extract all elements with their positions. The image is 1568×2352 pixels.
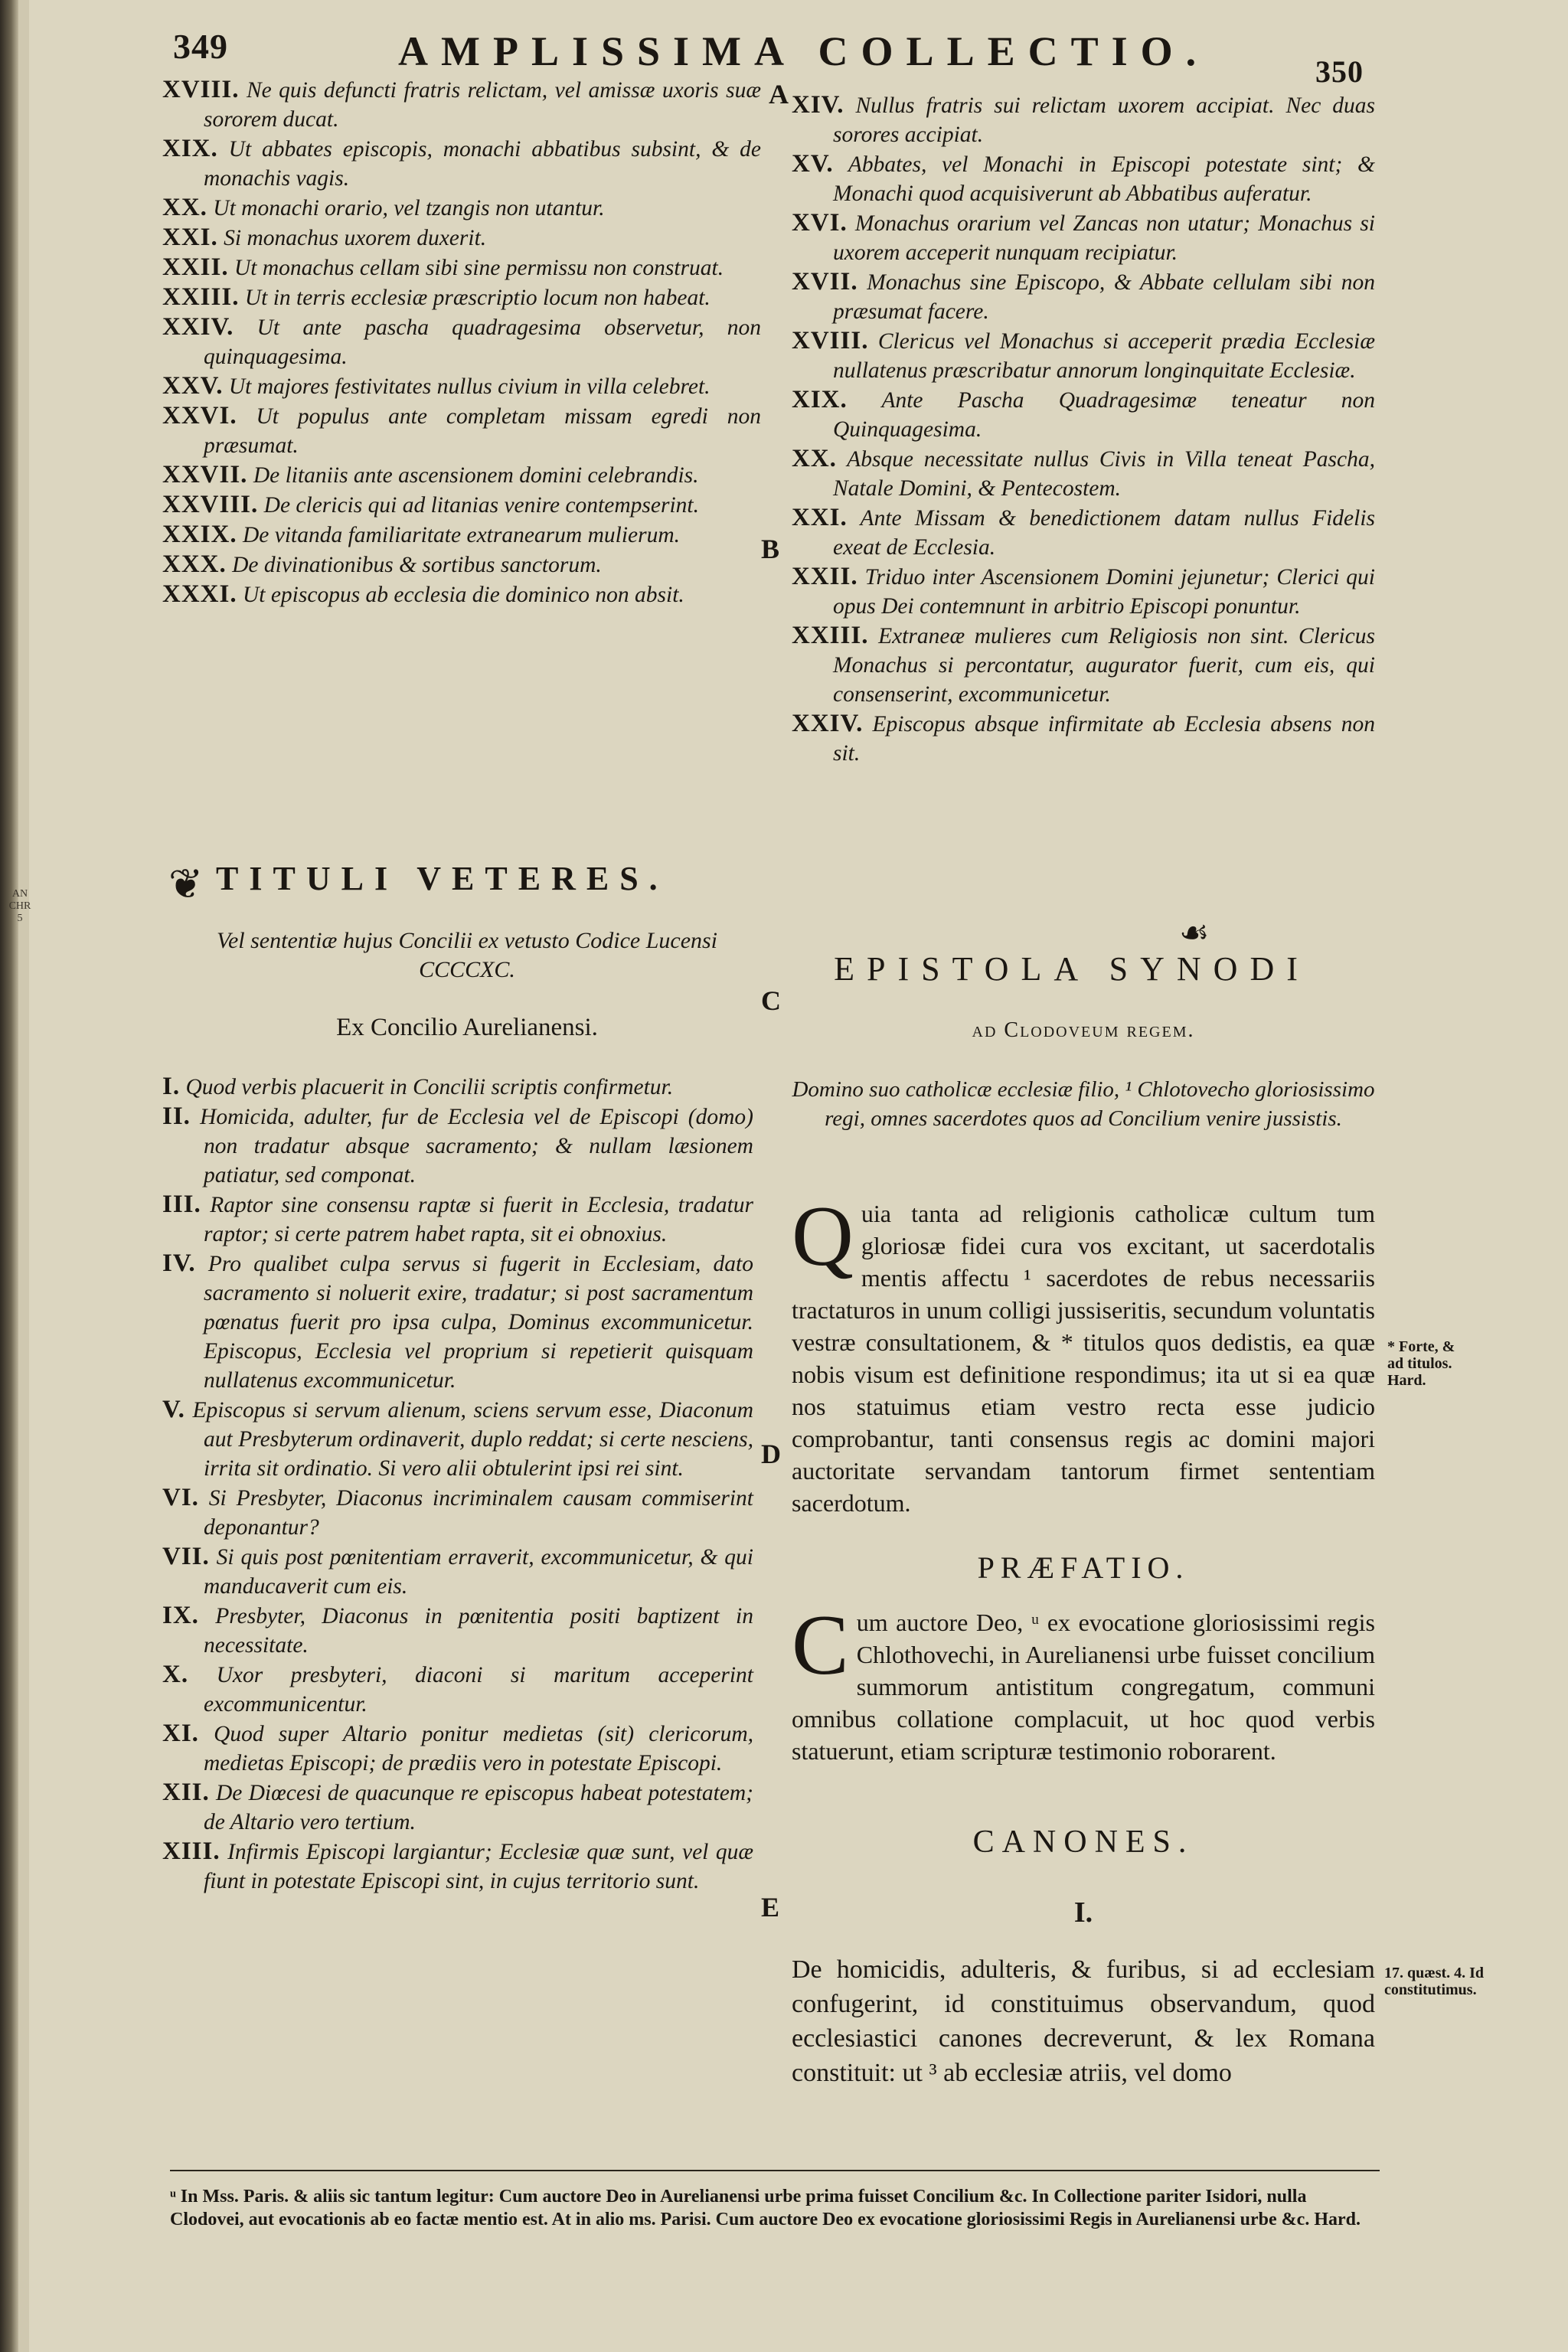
- letter-text: uia tanta ad religionis catholicæ cultum tum gloriosæ fidei cura vos excitant, ut sacerdotalis mentis affectu ¹ sacerdotes de rebus necessariis tractaturos in unum colligi jussiseritis, secundum voluntatis vestræ consultationem, & * titulos quos dedistis, ea quæ nobis visum est definitione respondimus; ita ut si ea quæ nos statuimus etiam vestro recta esse judicio comprobantur, tanti consensus regis ac domini majori auctoritate servandam tantorum firmet sententiam sacerdotum.: [792, 1200, 1375, 1517]
- list-item: [162, 1249, 753, 1395]
- list-item: [792, 208, 1375, 267]
- list-item: [162, 1072, 753, 1102]
- item-text: Ut majores festivitates nullus civium in villa celebret.: [228, 374, 710, 399]
- item-text: Raptor sine consensu raptæ si fuerit in Ecclesia, tradatur raptor; si certe patrem habet rapta, sit ei obnoxius.: [204, 1193, 754, 1246]
- item-number: XXVII.: [162, 461, 248, 488]
- item-text: Ut abbates episcopis, monachi abbatibus subsint, & de monachis vagis.: [204, 137, 762, 191]
- list-item: [162, 283, 761, 312]
- list-item: [162, 580, 761, 609]
- item-number: XXVIII.: [162, 491, 259, 518]
- item-text: Ante Pascha Quadragesimæ teneatur non Quinquagesima.: [833, 388, 1375, 442]
- item-number: XXI.: [162, 224, 218, 251]
- dropcap-c: C: [792, 1598, 849, 1693]
- praefatio-paragraph: [792, 1598, 1375, 1767]
- list-item: [792, 385, 1375, 444]
- item-text: Ut in terris ecclesiæ præscriptio locum non habeat.: [244, 286, 710, 310]
- item-text: Ut monachi orario, vel tzangis non utantur.: [213, 196, 605, 220]
- item-number: XXV.: [162, 372, 224, 400]
- list-item: [792, 621, 1375, 709]
- item-number: XXX.: [162, 550, 227, 578]
- canones-title: CANONES.: [972, 1824, 1194, 1860]
- letter-paragraph: [792, 1189, 1375, 1519]
- item-number: VII.: [162, 1543, 210, 1570]
- list-item: [162, 1542, 753, 1601]
- list-item: [162, 312, 761, 371]
- list-item: [162, 520, 761, 550]
- item-text: Si quis post pœnitentiam erraverit, excommunicetur, & qui manducaverit cum eis.: [204, 1545, 753, 1599]
- item-number: XX.: [162, 194, 207, 221]
- list-item: [162, 1190, 753, 1249]
- prev-margin-line: 5: [17, 913, 23, 924]
- list-item: [792, 326, 1375, 385]
- right-page-number: 350: [1315, 54, 1364, 89]
- item-text: Si Presbyter, Diaconus incriminalem causam commiserint deponantur?: [204, 1486, 753, 1540]
- list-item: [162, 1395, 753, 1483]
- list-item: [162, 134, 761, 193]
- item-text: Si monachus uxorem duxerit.: [224, 226, 487, 250]
- list-item: [162, 1837, 753, 1896]
- item-number: XIII.: [162, 1838, 220, 1865]
- list-item: [162, 401, 761, 460]
- item-text: Absque necessitate nullus Civis in Villa teneat Pascha, Natale Domini, & Pentecostem.: [833, 447, 1376, 501]
- item-text: Monachus orarium vel Zancas non utatur; Monachus si uxorem acceperit nunquam recipiatur.: [833, 211, 1375, 265]
- item-number: II.: [162, 1102, 191, 1130]
- list-item: [162, 1660, 753, 1719]
- item-text: Monachus sine Episcopo, & Abbate cellulam sibi non præsumat facere.: [833, 270, 1375, 324]
- item-text: Presbyter, Diaconus in pœnitentia positi baptizent in necessitate.: [204, 1604, 754, 1658]
- item-number: X.: [162, 1661, 189, 1688]
- item-number: XXIII.: [792, 622, 869, 649]
- item-number: XII.: [162, 1779, 210, 1806]
- item-text: Quod verbis placuerit in Concilii scriptis confirmetur.: [185, 1075, 674, 1099]
- canon-text-body: De homicidis, adulteris, & furibus, si ad ecclesiam confugerint, id constituimus observandum, quod ecclesiastici canones decreverunt, & lex Romana constituit: ut ³ ab ecclesiæ atriis, vel domo: [792, 1955, 1375, 2087]
- item-number: XVIII.: [162, 76, 240, 103]
- list-item: [792, 149, 1375, 208]
- list-item: [792, 267, 1375, 326]
- canon-text: [792, 1952, 1375, 2090]
- item-text: Pro qualibet culpa servus si fugerit in Ecclesiam, dato sacramento si noluerit exire, tradatur; si post sacramentum pœnatus fuerit pro ipsa culpa, Dominus excommunicetur. Episcopus, Ecclesia vel proprium si repetierit quisquam nullatenus excommunicetur.: [204, 1252, 753, 1393]
- item-number: XXIII.: [162, 283, 240, 311]
- right-capitula-list: [792, 90, 1375, 768]
- item-text: Ut monachus cellam sibi sine permissu non construat.: [234, 256, 724, 280]
- item-number: XXII.: [162, 253, 229, 281]
- list-item: [792, 444, 1375, 503]
- list-item: [162, 193, 761, 223]
- left-capitula-list: [162, 75, 761, 609]
- tituli-heading: Ex Concilio Aurelianensi.: [336, 1014, 598, 1041]
- list-item: [792, 709, 1375, 768]
- item-number: XIX.: [162, 135, 218, 162]
- list-item: [792, 503, 1375, 562]
- list-item: [162, 1102, 753, 1190]
- item-text: Ante Missam & benedictionem datam nullus Fidelis exeat de Ecclesia.: [833, 506, 1375, 560]
- item-text: Abbates, vel Monachi in Episcopi potestate sint; & Monachi quod acquisiverunt ab Abbatibus auferatur.: [833, 152, 1375, 206]
- list-item: [162, 75, 761, 134]
- item-text: Episcopus absque infirmitate ab Ecclesia absens non sit.: [833, 712, 1376, 766]
- item-number: III.: [162, 1191, 201, 1218]
- canon-number: I.: [1073, 1896, 1093, 1929]
- item-text: Extraneæ mulieres cum Religiosis non sint. Clericus Monachus si percontatur, augurator fuerit, cum eis, qui consenserint, excommunicetur.: [833, 624, 1375, 707]
- praefatio-text: um auctore Deo, ᵘ ex evocatione gloriosissimi regis Chlothovechi, in Aurelianensi urbe fuisset concilium summorum antistitum congregatum, communi omnibus collatione complacuit, ut hoc quod verbis statuerunt, etiam scripturæ testimonio roborarent.: [792, 1609, 1375, 1765]
- item-number: XXIV.: [162, 313, 234, 341]
- item-text: De litaniis ante ascensionem domini celebrandis.: [253, 463, 699, 488]
- prev-margin-line: AN: [11, 888, 28, 900]
- item-number: XXVI.: [162, 402, 237, 430]
- section-letter-b: B: [761, 534, 780, 564]
- list-item: [162, 1778, 753, 1837]
- item-text: Infirmis Episcopi largiantur; Ecclesiæ quæ sunt, vel quæ fiunt in potestate Episcopi sint, in cujus territorio sunt.: [204, 1840, 754, 1893]
- item-number: XXXI.: [162, 580, 237, 608]
- item-text: De vitanda familiaritate extranearum mulierum.: [242, 523, 681, 547]
- list-item: [162, 223, 761, 253]
- praefatio-title: PRÆFATIO.: [977, 1550, 1190, 1585]
- item-text: Uxor presbyteri, diaconi si maritum acceperint excommunicentur.: [204, 1663, 754, 1717]
- list-item: [792, 562, 1375, 621]
- salutation: Domino suo catholicæ ecclesiæ filio, ¹ Chlotovecho gloriosissimo regi, omnes sacerdotes quos ad Concilium venire jussistis.: [792, 1077, 1375, 1131]
- epistola-subtitle: ad Clodoveum regem.: [972, 1018, 1195, 1042]
- left-page-number: 349: [173, 27, 228, 66]
- item-text: Ut populus ante completam missam egredi non præsumat.: [204, 404, 762, 458]
- item-text: De divinationibus & sortibus sanctorum.: [232, 553, 602, 577]
- list-item: [792, 90, 1375, 149]
- item-number: XI.: [162, 1720, 199, 1747]
- item-text: De clericis qui ad litanias venire contempserint.: [263, 493, 699, 518]
- item-text: Episcopus si servum alienum, sciens servum esse, Diaconum aut Presbyterum ordinaverit, duplo reddat; si certe nesciens, irrita sit ordinatio. Si vero alii obtulerint ipsi rei sint.: [192, 1398, 754, 1481]
- prev-margin-line: CHR: [8, 900, 31, 912]
- item-text: Nullus fratris sui relictam uxorem accipiat. Nec duas sorores accipiat.: [833, 93, 1376, 147]
- list-item: [162, 1483, 753, 1542]
- item-number: XXI.: [792, 504, 848, 531]
- item-number: XV.: [792, 150, 834, 178]
- section-letter-e: E: [761, 1892, 780, 1922]
- tituli-veteres-title: TITULI VETERES.: [216, 860, 668, 897]
- margin-note-forte: * Forte, & ad titulos. Hard.: [1387, 1338, 1455, 1389]
- item-number: XIX.: [792, 386, 848, 413]
- item-text: Ne quis defuncti fratris relictam, vel amissæ uxoris suæ sororem ducat.: [204, 78, 761, 132]
- item-number: I.: [162, 1073, 181, 1100]
- item-number: XVI.: [792, 209, 848, 237]
- tituli-list: [162, 1072, 753, 1896]
- item-number: IV.: [162, 1250, 196, 1277]
- footnote-rule: [170, 2170, 1380, 2171]
- list-item: [162, 460, 761, 490]
- list-item: [162, 1719, 753, 1778]
- list-item: [162, 490, 761, 520]
- item-number: XIV.: [792, 91, 844, 119]
- item-number: XVII.: [792, 268, 858, 296]
- item-number: XXIX.: [162, 521, 237, 548]
- list-item: [162, 253, 761, 283]
- section-letter-d: D: [761, 1439, 781, 1469]
- item-number: V.: [162, 1396, 185, 1423]
- item-number: XXII.: [792, 563, 858, 590]
- item-text: Clericus vel Monachus si acceperit prædia Ecclesiæ nullatenus præscribatur annorum longinquitate Ecclesiæ.: [833, 329, 1376, 383]
- item-text: Homicida, adulter, fur de Ecclesia vel de Episcopi (domo) non tradatur absque sacramento; & nullam læsionem patiatur, sed componat.: [200, 1105, 754, 1187]
- list-item: [162, 1601, 753, 1660]
- fleuron-ornament: ❦: [168, 861, 204, 907]
- running-title: AMPLISSIMA COLLECTIO.: [398, 28, 1210, 74]
- item-number: IX.: [162, 1602, 199, 1629]
- item-number: XX.: [792, 445, 837, 472]
- list-item: [162, 371, 761, 401]
- item-text: Ut ante pascha quadragesima observetur, non quinquagesima.: [204, 315, 761, 369]
- footnote: ᵘ In Mss. Paris. & aliis sic tantum legitur: Cum auctore Deo in Aurelianensi urbe prima fuisset Concilium &c. In Collectione pariter Isidori, nulla Clodovei, aut evocationis ab eo factæ mentio est. At in alio ms. Parisi. Cum auctore Deo ex evocatione gloriosissimi Regis in Aurelianensi urbe &c. Hard.: [170, 2187, 1361, 2230]
- item-number: XVIII.: [792, 327, 869, 354]
- item-text: Triduo inter Ascensionem Domini jejunetur; Clerici qui opus Dei contemnunt in arbitrio Episcopi ponuntur.: [833, 565, 1376, 619]
- item-text: Ut episcopus ab ecclesia die dominico non absit.: [242, 583, 684, 607]
- item-number: XXIV.: [792, 710, 864, 737]
- dropcap-q: Q: [792, 1189, 854, 1284]
- epistola-title: EPISTOLA SYNODI: [834, 950, 1310, 988]
- item-number: VI.: [162, 1484, 199, 1511]
- margin-note-quaest: 17. quæst. 4. Id constitutimus.: [1384, 1965, 1485, 1998]
- list-item: [162, 550, 761, 580]
- hand-ornament: ☙: [1179, 914, 1210, 952]
- tituli-subtitle: Vel sententiæ hujus Concilii ex vetusto Codice Lucensi CCCCXC.: [216, 928, 718, 982]
- item-text: Quod super Altario ponitur medietas (sit) clericorum, medietas Episcopi; de prædiis vero in potestate Episcopi.: [204, 1722, 754, 1775]
- item-text: De Diœcesi de quacunque re episcopus habeat potestatem; de Altario vero tertium.: [204, 1781, 753, 1834]
- section-letter-c: C: [761, 985, 781, 1016]
- section-letter-a: A: [769, 79, 789, 109]
